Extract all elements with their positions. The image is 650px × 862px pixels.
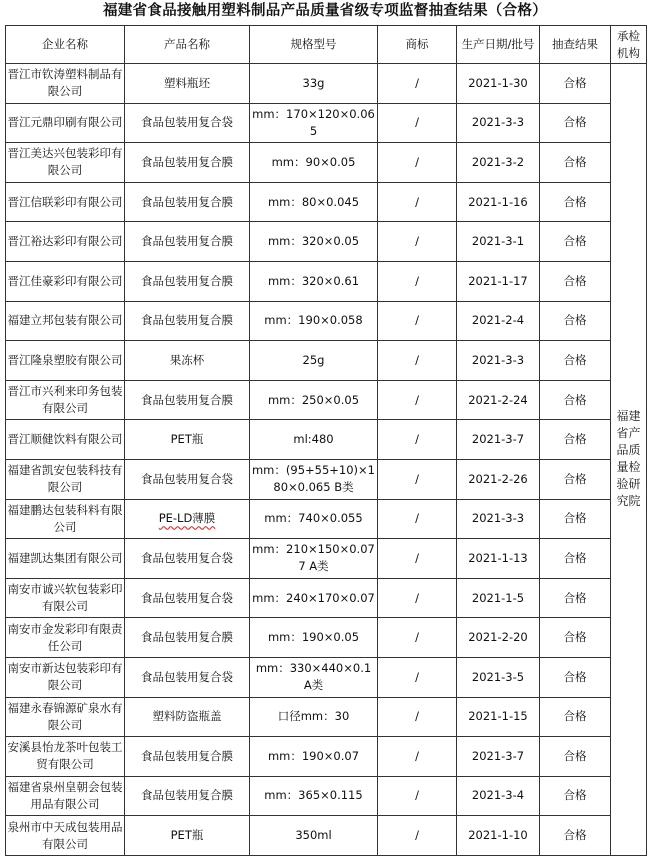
- cell-brand: /: [378, 261, 457, 301]
- table-row: [6, 737, 647, 777]
- cell-brand: /: [378, 301, 457, 341]
- table-row: [6, 64, 647, 104]
- cell-brand: /: [378, 697, 457, 737]
- cell-company: 晋江市兴利来印务包装有限公司: [6, 380, 125, 420]
- cell-date: 2021-3-2: [457, 143, 540, 183]
- cell-date: 2021-3-3: [457, 341, 540, 381]
- table-row: [6, 578, 647, 618]
- cell-spec: mm：250×0.05: [250, 380, 378, 420]
- cell-product: 食品包装用复合膜: [125, 737, 250, 777]
- cell-company: 南安市新达包装彩印有限公司: [6, 657, 125, 697]
- cell-product: 食品包装用复合膜: [125, 776, 250, 816]
- cell-date: 2021-3-4: [457, 776, 540, 816]
- header-product: 产品名称: [125, 26, 250, 64]
- table-row: [6, 341, 647, 381]
- table-row: [6, 816, 647, 856]
- cell-product: 食品包装用复合袋: [125, 539, 250, 579]
- header-date: 生产日期/批号: [457, 26, 540, 64]
- cell-result: 合格: [540, 697, 611, 737]
- cell-product: 食品包装用复合膜: [125, 618, 250, 658]
- cell-company: 南安市诚兴软包装彩印有限公司: [6, 578, 125, 618]
- cell-spec: mm：190×0.05: [250, 618, 378, 658]
- table-row: [6, 697, 647, 737]
- cell-result: 合格: [540, 341, 611, 381]
- table-row: [6, 618, 647, 658]
- cell-date: 2021-1-17: [457, 261, 540, 301]
- cell-company: 晋江市钦涛塑料制品有限公司: [6, 64, 125, 104]
- cell-result: 合格: [540, 776, 611, 816]
- document-title: 福建省食品接触用塑料制品产品质量省级专项监督抽查结果（合格）: [103, 2, 547, 19]
- cell-date: 2021-2-20: [457, 618, 540, 658]
- results-table: [5, 25, 647, 856]
- cell-spec: mm：190×0.058: [250, 301, 378, 341]
- cell-product: 食品包装用复合袋: [125, 578, 250, 618]
- cell-spec: ml:480: [250, 420, 378, 460]
- table-row: [6, 380, 647, 420]
- cell-company: 晋江隆泉塑胶有限公司: [6, 341, 125, 381]
- cell-product: 塑料防盗瓶盖: [125, 697, 250, 737]
- cell-company: 晋江元鼎印刷有限公司: [6, 103, 125, 143]
- cell-product: 食品包装用复合袋: [125, 459, 250, 499]
- cell-result: 合格: [540, 618, 611, 658]
- cell-spec: mm：(95+55+10)×180×0.065 B类: [250, 459, 378, 499]
- cell-result: 合格: [540, 499, 611, 539]
- cell-brand: /: [378, 182, 457, 222]
- cell-company: 安溪县怡龙茶叶包装工贸有限公司: [6, 737, 125, 777]
- cell-product-text: PE-LD薄膜: [158, 511, 216, 526]
- cell-product: 塑料瓶坯: [125, 64, 250, 104]
- cell-spec: mm：170×120×0.065: [250, 103, 378, 143]
- cell-company: 福建鹏达包装科料有限公司: [6, 499, 125, 539]
- cell-spec: mm：190×0.07: [250, 737, 378, 777]
- cell-brand: /: [378, 143, 457, 183]
- cell-result: 合格: [540, 103, 611, 143]
- cell-company: 福建省泉州皇朝会包装用品有限公司: [6, 776, 125, 816]
- cell-date: 2021-1-30: [457, 64, 540, 104]
- cell-result: 合格: [540, 420, 611, 460]
- cell-brand: /: [378, 459, 457, 499]
- cell-date: 2021-1-5: [457, 578, 540, 618]
- cell-company: 福建立邦包装有限公司: [6, 301, 125, 341]
- header-brand: 商标: [378, 26, 457, 64]
- cell-date: 2021-3-7: [457, 420, 540, 460]
- cell-brand: /: [378, 222, 457, 262]
- cell-result: 合格: [540, 539, 611, 579]
- cell-result: 合格: [540, 261, 611, 301]
- cell-date: 2021-3-5: [457, 657, 540, 697]
- cell-date: 2021-2-26: [457, 459, 540, 499]
- cell-spec: 33g: [250, 64, 378, 104]
- cell-spec: mm：740×0.055: [250, 499, 378, 539]
- cell-company: 晋江顺健饮料有限公司: [6, 420, 125, 460]
- cell-result: 合格: [540, 459, 611, 499]
- cell-spec: 350ml: [250, 816, 378, 856]
- cell-product: 食品包装用复合膜: [125, 301, 250, 341]
- cell-spec: mm：240×170×0.07: [250, 578, 378, 618]
- cell-result: 合格: [540, 578, 611, 618]
- cell-date: 2021-3-3: [457, 103, 540, 143]
- cell-spec: 口径mm：30: [250, 697, 378, 737]
- cell-company: 福建省凯安包装科技有限公司: [6, 459, 125, 499]
- cell-product: 食品包装用复合袋: [125, 103, 250, 143]
- header-spec: 规格型号: [250, 26, 378, 64]
- cell-date: 2021-2-4: [457, 301, 540, 341]
- table-row: [6, 539, 647, 579]
- header-institution: 承检机构: [611, 26, 647, 64]
- cell-brand: /: [378, 380, 457, 420]
- cell-product: 食品包装用复合袋: [125, 657, 250, 697]
- cell-result: 合格: [540, 143, 611, 183]
- cell-product: 食品包装用复合膜: [125, 143, 250, 183]
- cell-brand: /: [378, 103, 457, 143]
- cell-date: 2021-2-24: [457, 380, 540, 420]
- cell-result: 合格: [540, 737, 611, 777]
- cell-product: PET瓶: [125, 816, 250, 856]
- cell-date: 2021-1-15: [457, 697, 540, 737]
- results-table-body: [6, 64, 647, 856]
- cell-product: 食品包装用复合膜: [125, 261, 250, 301]
- cell-spec: 25g: [250, 341, 378, 381]
- header-company: 企业名称: [6, 26, 125, 64]
- table-row: [6, 499, 647, 539]
- table-row: [6, 103, 647, 143]
- cell-spec: mm：365×0.115: [250, 776, 378, 816]
- table-row: [6, 143, 647, 183]
- cell-result: 合格: [540, 380, 611, 420]
- cell-spec: mm：320×0.61: [250, 261, 378, 301]
- table-row: [6, 301, 647, 341]
- cell-company: 晋江裕达彩印有限公司: [6, 222, 125, 262]
- cell-brand: /: [378, 420, 457, 460]
- cell-spec: mm：320×0.05: [250, 222, 378, 262]
- cell-brand: /: [378, 578, 457, 618]
- cell-date: 2021-1-16: [457, 182, 540, 222]
- cell-product: 食品包装用复合膜: [125, 380, 250, 420]
- cell-company: 晋江佳豪彩印有限公司: [6, 261, 125, 301]
- cell-result: 合格: [540, 657, 611, 697]
- cell-brand: /: [378, 776, 457, 816]
- table-header-row: [6, 26, 647, 64]
- table-row: [6, 182, 647, 222]
- cell-spec: mm：80×0.045: [250, 182, 378, 222]
- table-row: [6, 222, 647, 262]
- cell-product: 食品包装用复合膜: [125, 182, 250, 222]
- cell-spec: mm：330×440×0.1 A类: [250, 657, 378, 697]
- cell-brand: /: [378, 657, 457, 697]
- table-row: [6, 420, 647, 460]
- cell-company: 福建永春锦源矿泉水有限公司: [6, 697, 125, 737]
- cell-result: 合格: [540, 182, 611, 222]
- cell-brand: /: [378, 64, 457, 104]
- cell-date: 2021-1-13: [457, 539, 540, 579]
- cell-product: PET瓶: [125, 420, 250, 460]
- cell-date: 2021-3-7: [457, 737, 540, 777]
- table-row: [6, 459, 647, 499]
- cell-brand: /: [378, 816, 457, 856]
- cell-product: 果冻杯: [125, 341, 250, 381]
- cell-date: 2021-3-3: [457, 499, 540, 539]
- cell-product: [125, 499, 250, 539]
- cell-company: 晋江美达兴包装彩印有限公司: [6, 143, 125, 183]
- cell-company: 南安市金发彩印有限责任公司: [6, 618, 125, 658]
- table-row: [6, 657, 647, 697]
- cell-result: 合格: [540, 222, 611, 262]
- cell-result: 合格: [540, 64, 611, 104]
- cell-company: 晋江信联彩印有限公司: [6, 182, 125, 222]
- cell-spec: mm：90×0.05: [250, 143, 378, 183]
- cell-date: 2021-1-10: [457, 816, 540, 856]
- cell-brand: /: [378, 737, 457, 777]
- cell-brand: /: [378, 618, 457, 658]
- cell-brand: /: [378, 499, 457, 539]
- cell-product: 食品包装用复合膜: [125, 222, 250, 262]
- cell-result: 合格: [540, 816, 611, 856]
- table-row: [6, 776, 647, 816]
- cell-result: 合格: [540, 301, 611, 341]
- cell-company: 福建凯达集团有限公司: [6, 539, 125, 579]
- cell-institution: 福建省产品质量检验研究院: [611, 64, 647, 856]
- cell-company: 泉州市中天成包装用品有限公司: [6, 816, 125, 856]
- cell-brand: /: [378, 341, 457, 381]
- cell-brand: /: [378, 539, 457, 579]
- table-row: [6, 261, 647, 301]
- header-result: 抽查结果: [540, 26, 611, 64]
- cell-spec: mm：210×150×0.077 A类: [250, 539, 378, 579]
- cell-date: 2021-3-1: [457, 222, 540, 262]
